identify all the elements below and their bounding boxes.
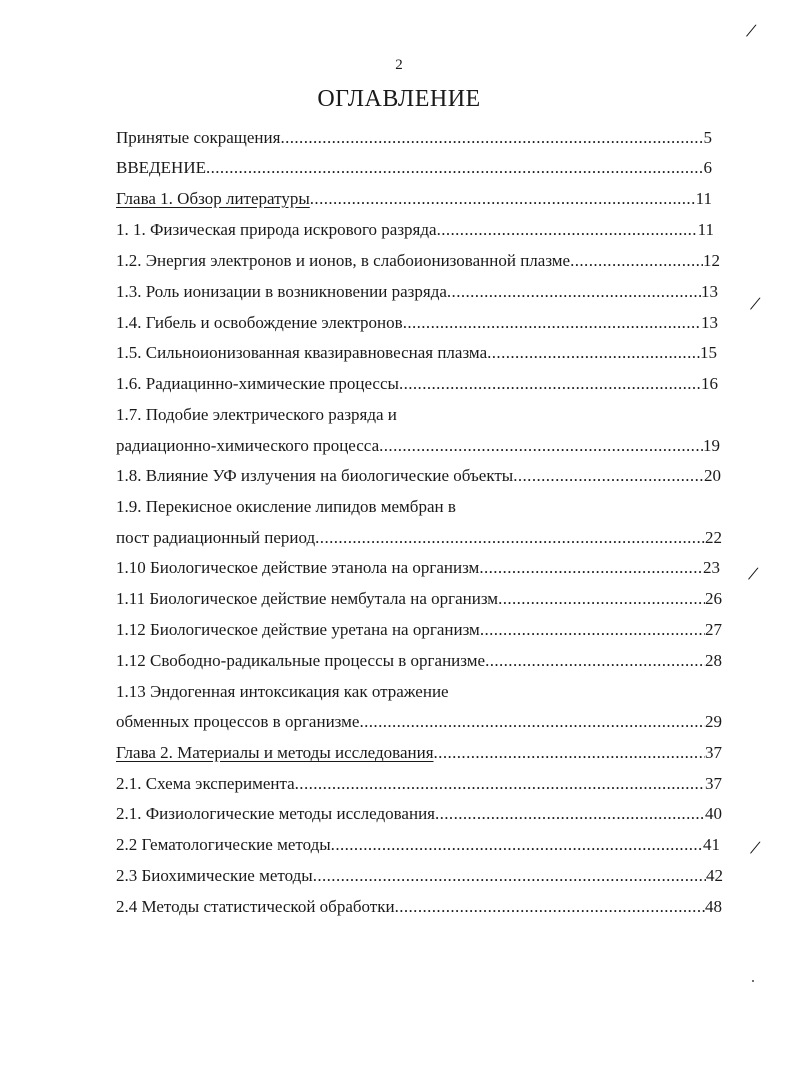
toc-leader (434, 742, 705, 764)
toc-entry (116, 404, 397, 426)
toc-entry-page: 40 (705, 804, 722, 823)
toc-leader (480, 619, 705, 641)
toc-leader (331, 834, 703, 856)
toc-entry-label: 1. 1. Физическая природа искрового разряда (116, 220, 437, 239)
toc-entry (116, 803, 722, 825)
toc-entry (116, 773, 722, 795)
checkmark-icon: / (749, 836, 760, 860)
toc-entry (116, 527, 722, 549)
toc-entry-page: 19 (703, 436, 720, 455)
toc-entry-page: 26 (705, 589, 722, 608)
toc-entry-page: 28 (705, 651, 722, 670)
toc-entry (116, 435, 720, 457)
toc-entry-label: Глава 2. Материалы и методы исследования (116, 743, 434, 762)
toc-leader (379, 435, 703, 457)
toc-entry-page: 37 (705, 743, 722, 762)
toc-entry-page: 27 (705, 620, 722, 639)
toc-leader (485, 650, 705, 672)
toc-entry-page: 5 (703, 128, 712, 147)
toc-entry (116, 312, 718, 334)
toc-leader (206, 157, 704, 179)
toc-entry-label: 2.1. Физиологические методы исследования (116, 804, 435, 823)
toc-entry-page: 22 (705, 528, 722, 547)
toc-leader (395, 896, 705, 918)
checkmark-icon: / (745, 19, 756, 43)
toc-entry (116, 342, 717, 364)
toc-entry-page: 20 (704, 466, 721, 485)
toc-entry-label: ВВЕДЕНИЕ (116, 158, 206, 177)
toc-entry-label: обменных процессов в организме (116, 712, 360, 731)
toc-entry-page: 37 (705, 774, 722, 793)
toc-entry-label: 1.12 Свободно-радикальные процессы в организме (116, 651, 486, 670)
toc-entry (116, 557, 720, 579)
toc-entry-page: 13 (701, 282, 718, 301)
toc-entry-page: 41 (703, 835, 720, 854)
toc-entry (116, 373, 718, 395)
toc-entry (116, 896, 722, 918)
toc-leader (498, 588, 705, 610)
toc-leader (487, 342, 700, 364)
checkmark-icon: / (747, 562, 758, 586)
toc-entry (116, 219, 714, 241)
toc-entry-label: 2.1. Схема эксперимента (116, 774, 295, 793)
toc-entry (116, 742, 722, 764)
toc-entry-label: 1.7. Подобие электрического разряда и (116, 405, 397, 424)
toc-entry-page: 48 (705, 897, 722, 916)
checkmark-icon: / (749, 292, 760, 316)
toc-leader (399, 373, 701, 395)
toc-entry-label: 1.10 Биологическое действие этанола на организм (116, 558, 480, 577)
toc-entry-label: 1.4. Гибель и освобождение электронов (116, 313, 403, 332)
toc-entry-label: Принятые сокращения (116, 128, 281, 147)
toc-entry-page: 29 (705, 712, 722, 731)
page-number: 2 (395, 57, 403, 73)
toc-entry (116, 281, 718, 303)
toc-entry-page: 11 (697, 220, 714, 239)
toc-leader (310, 188, 696, 210)
scan-dot (752, 980, 754, 982)
toc-entry (116, 188, 712, 210)
toc-entry-label: 1.5. Сильноионизованная квазиравновесная плазма (116, 343, 488, 362)
toc-entry-page: 11 (695, 189, 712, 208)
toc-entry (116, 711, 722, 733)
toc-leader (280, 127, 703, 149)
toc-entry-page: 6 (703, 158, 712, 177)
toc-entry-label: Глава 1. Обзор литературы (116, 189, 310, 208)
toc-entry-label: 1.6. Радиацинно-химические процессы (116, 374, 399, 393)
toc-leader (313, 865, 706, 887)
toc-entry-page: 42 (706, 866, 723, 885)
toc-entry-label: 2.2 Гематологические методы (116, 835, 331, 854)
toc-entry (116, 619, 722, 641)
toc-entry (116, 496, 456, 518)
toc-entry-page: 16 (701, 374, 718, 393)
toc-leader (570, 250, 703, 272)
toc-entry (116, 250, 720, 272)
toc-entry-page: 13 (701, 313, 718, 332)
toc-leader (315, 527, 705, 549)
toc-leader (513, 465, 704, 487)
toc-leader (435, 803, 705, 825)
toc-entry-label: 1.2. Энергия электронов и ионов, в слабоионизованной плазме (116, 251, 571, 270)
toc-entry-label: 1.13 Эндогенная интоксикация как отражение (116, 682, 449, 701)
toc-entry (116, 650, 722, 672)
toc-entry-label: 1.8. Влияние УФ излучения на биологические объекты (116, 466, 514, 485)
toc-entry (116, 588, 722, 610)
toc-entry-label: 1.9. Перекисное окисление липидов мембран в (116, 497, 456, 516)
toc-entry (116, 465, 721, 487)
toc-entry-page: 12 (703, 251, 720, 270)
toc-entry-label: пост радиационный период (116, 528, 316, 547)
toc-entry (116, 834, 720, 856)
toc-leader (295, 773, 705, 795)
toc-entry-label: 2.3 Биохимические методы (116, 866, 313, 885)
toc-entry (116, 681, 449, 703)
toc-leader (359, 711, 705, 733)
toc-entry-page: 23 (703, 558, 720, 577)
toc-entry (116, 865, 723, 887)
toc-entry (116, 157, 712, 179)
toc-entry-label: 1.12 Биологическое действие уретана на организм (116, 620, 480, 639)
toc-entry (116, 127, 712, 149)
toc-entry-label: радиационно-химического процесса (116, 436, 380, 455)
toc-leader (403, 312, 701, 334)
page-title: ОГЛАВЛЕНИЕ (317, 86, 481, 112)
toc-entry-label: 1.11 Биологическое действие нембутала на организм (116, 589, 499, 608)
toc-entry-page: 15 (700, 343, 717, 362)
toc-entry-label: 2.4 Методы статистической обработки (116, 897, 395, 916)
toc-leader (437, 219, 698, 241)
toc-entry-label: 1.3. Роль ионизации в возникновении разряда (116, 282, 447, 301)
toc-leader (479, 557, 703, 579)
toc-leader (447, 281, 701, 303)
